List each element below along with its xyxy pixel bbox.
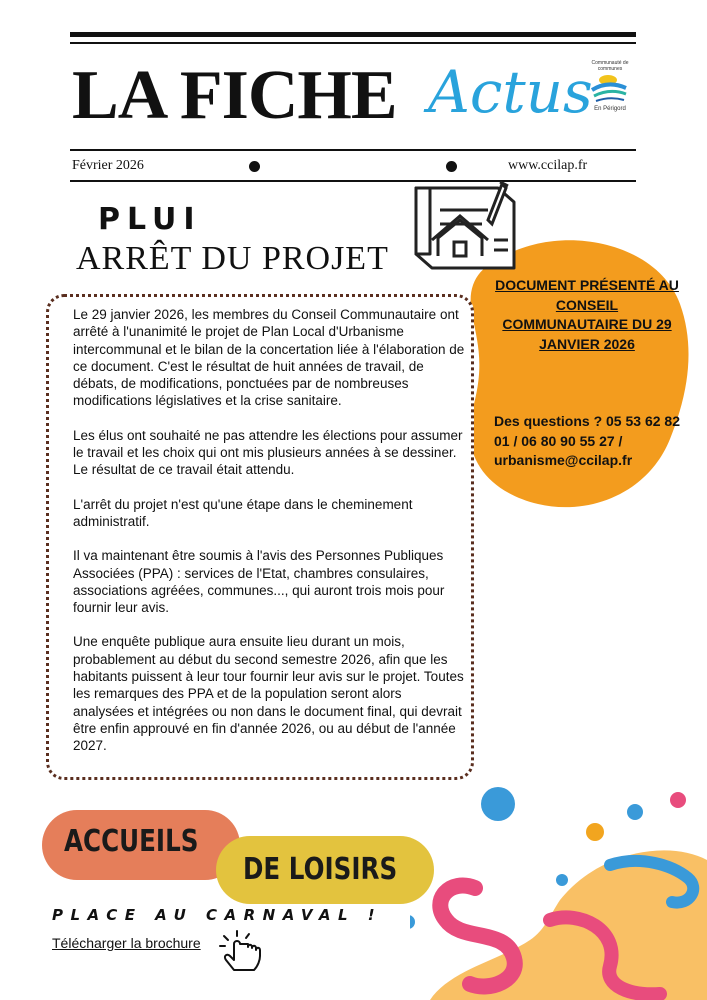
article-paragraph: Les élus ont souhaité ne pas attendre les élections pour assumer le travail et les choix qui ont mis plusieurs années à se dessiner. Le résultat de ce travail était attendu.	[73, 427, 463, 478]
website-link[interactable]: www.ccilap.fr	[508, 158, 588, 173]
article-paragraph: Le 29 janvier 2026, les membres du Conseil Communautaire ont arrêté à l'unanimité le projet de Plan Local d'Urbanisme intercommunal et le bilan de la concertation liée à l'élaboration de ce document. C'est le résultat de huit années de travail, de débats, de modifications, ponctuées par de nombreuses modifications législatives et la crise sanitaire.	[73, 307, 465, 409]
headline-title: ARRÊT DU PROJET	[76, 240, 389, 277]
document-note: DOCUMENT PRÉSENTÉ AU CONSEIL COMMUNAUTAIRE DU 29 JANVIER 2026	[495, 277, 679, 352]
article-paragraph: L'arrêt du projet n'est qu'une étape dans le cheminement administratif.	[73, 496, 413, 529]
logo-caption-top: Communauté de communes	[591, 60, 629, 72]
confetti-decoration	[410, 770, 707, 1000]
top-rule-thin	[70, 42, 636, 44]
article-paragraph: Il va maintenant être soumis à l'avis des Personnes Publiques Associées (PPA) : services de l'Etat, chambres consulaires, associations agréées, communes..., qui auront trois mois pour fournir leur avis.	[73, 548, 445, 616]
logo-waves-icon	[582, 66, 638, 106]
pointer-hand-icon[interactable]	[218, 930, 266, 974]
top-rule-thick	[70, 32, 636, 37]
separator-dot	[249, 161, 260, 172]
blueprint-house-icon	[410, 180, 520, 280]
contact-info: Des questions ? 05 53 62 82 01 / 06 80 90 55 27 / urbanisme@ccilap.fr	[494, 413, 680, 468]
carnaval-tagline: PLACE AU CARNAVAL !	[52, 906, 383, 924]
logo-caption-bottom: En Périgord	[594, 106, 626, 112]
masthead-subtitle: Actus	[428, 58, 593, 126]
ccilap-logo	[582, 60, 638, 118]
article-paragraph: Une enquête publique aura ensuite lieu durant un mois, probablement au début du second semestre 2026, afin que les habitants puissent à leur tour fournir leur avis sur le projet. Toutes les remarques des PPA et de la population seront alors analysées et intégrées ou non dans le document final, qui devrait être enfin approuvé en fin d'année 2026, ou au début de l'année 2027.	[73, 634, 464, 754]
article-frame	[46, 294, 474, 780]
date-rule-top	[70, 149, 636, 151]
loisirs-label: DE LOISIRS	[243, 852, 398, 887]
masthead-title: LA FICHE	[72, 57, 397, 134]
accueils-label: ACCUEILS	[64, 824, 199, 859]
issue-date: Février 2026	[72, 158, 144, 173]
separator-dot	[446, 161, 457, 172]
headline-kicker: PLUI	[98, 202, 202, 237]
date-rule-bottom	[70, 180, 636, 182]
download-brochure-link[interactable]: Télécharger la brochure	[52, 935, 201, 951]
